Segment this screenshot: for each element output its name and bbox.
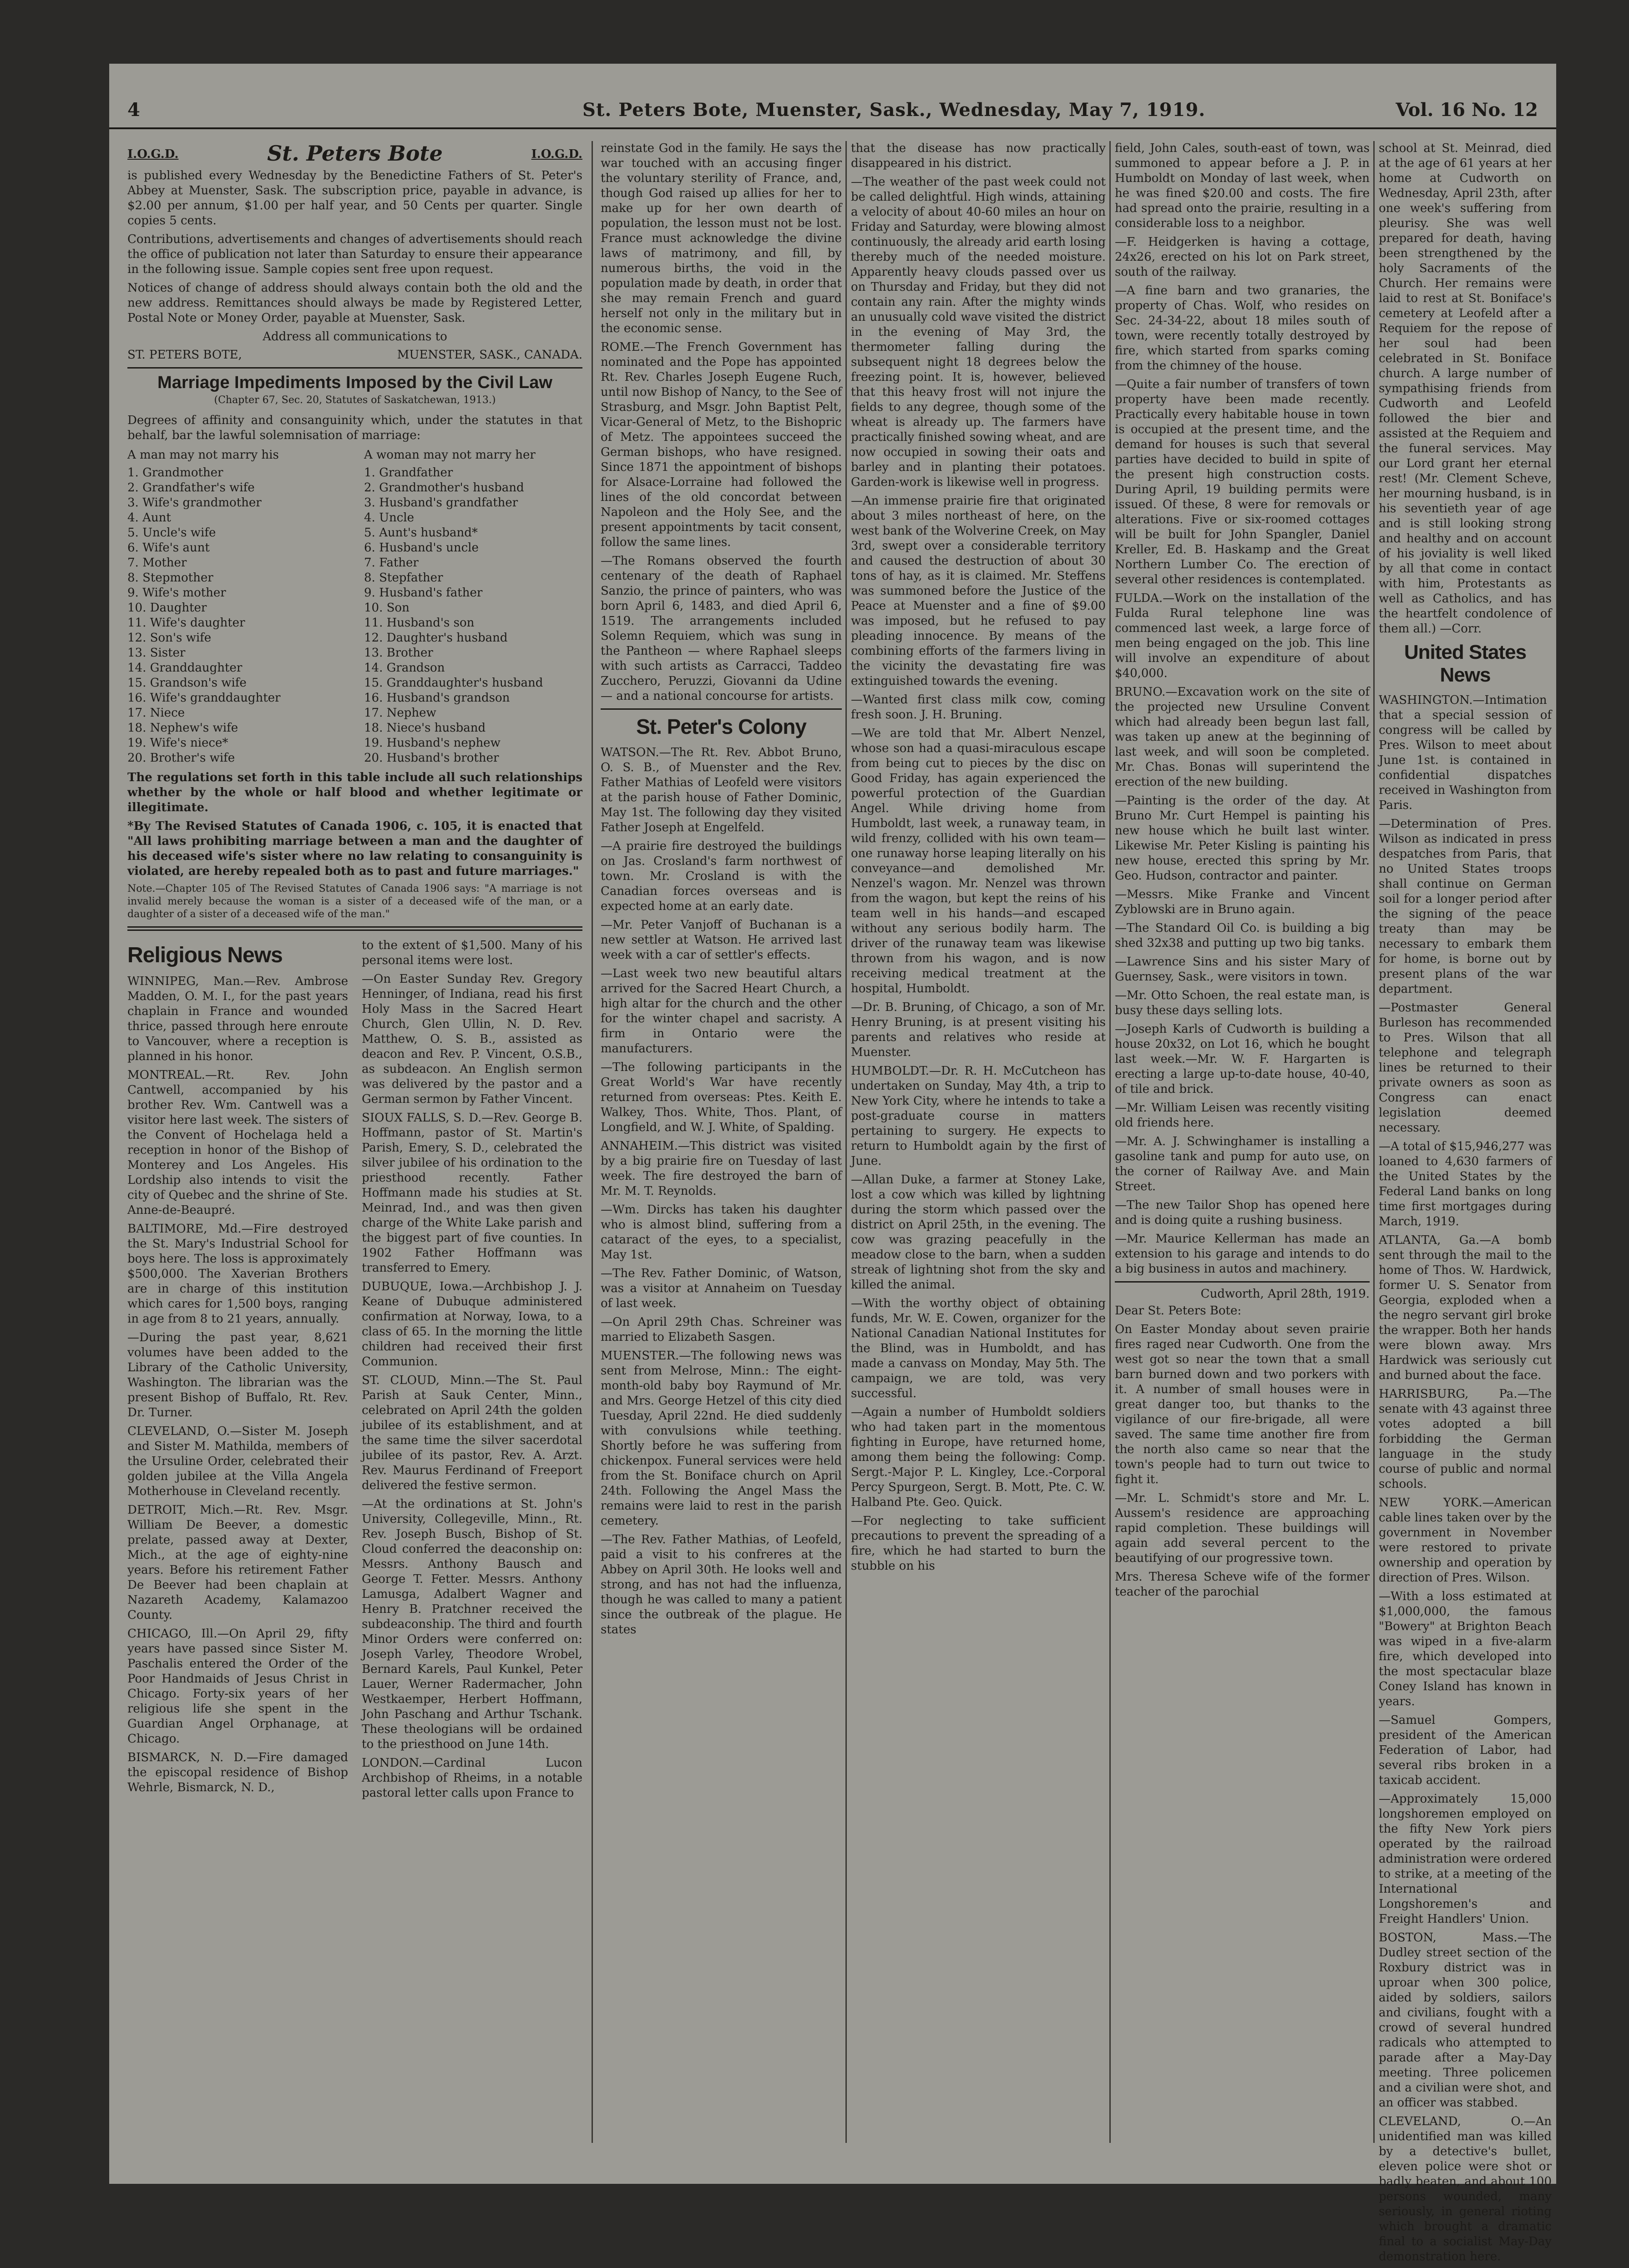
marriage-intro: Degrees of affinity and consanguinity which, under the statutes in that behalf, bar the lawful solemnisation of marriage: — [127, 414, 582, 442]
news-item: —Approximately 15,000 longshoremen employed on the fifty New York piers operated by the railroad administration were ordered to strike, at a meeting of the International Longshoremen's and Freight Handlers' Union. — [1379, 1792, 1552, 1926]
news-item: HARRISBURG, Pa.—The senate with 43 against three votes adopted a bill forbidding the German language in the study course of public and normal schools. — [1379, 1387, 1552, 1491]
news-item: —Last week two new beautiful altars arrived for the Sacred Heart Church, a high altar for the church and the other for the winter chapel and sacristy. A firm in Ontario were the manufacturers. — [601, 967, 842, 1056]
news-item: CLEVELAND, O.—Sister M. Joseph and Sister M. Mathilda, members of the Ursuline Order, celebrated their golden jubilee at the Villa Angela Motherhouse in Cleveland recently. — [127, 1424, 348, 1498]
masthead — [127, 141, 582, 168]
news-item: ST. CLOUD, Minn.—The St. Paul Parish at Sauk Center, Minn., celebrated on April 24th the golden jubilee of its establishment, and at the same time the silver sacerdotal jubilee of its pastor, Rev. A. Arzt. Rev. Maurus Ferdinand of Freeport delivered the festive sermon. — [362, 1374, 582, 1492]
man-list-item: 3. Wife's grandmother — [127, 496, 262, 510]
column-3-body — [851, 141, 1106, 1574]
masthead-address-to: Address all communications to — [263, 330, 447, 343]
man-list-item: 17. Niece — [127, 706, 185, 720]
man-list-item: 7. Mother — [127, 556, 187, 570]
divider — [127, 926, 582, 931]
news-item: —With the worthy object of obtaining funds, Mr. W. E. Cowen, organizer for the National Canadian National Institutes for the Blind, was in Humboldt, and has made a canvass on Monday, May 5th. The campaign, we are told, was very successful. — [851, 1297, 1106, 1400]
man-list-heading: A man may not marry his — [127, 448, 279, 462]
man-list-item: 15. Grandson's wife — [127, 676, 247, 690]
news-item: field, John Cales, south-east of town, was summoned to appear before a J. P. in Humboldt on Monday of last week, when he was fined $20.00 and costs. The fire had spread onto the prairie, resulting in a considerable loss to a neighbor. — [1115, 141, 1370, 230]
news-item: —For neglecting to take sufficient precautions to prevent the spreading of a fire, which he had started to burn the stubble on his — [851, 1514, 1106, 1573]
news-item: —Wanted first class milk cow, coming fresh soon. J. H. Bruning. — [851, 693, 1106, 722]
man-list-item: 19. Wife's niece* — [127, 736, 228, 750]
news-item: —On Easter Sunday Rev. Gregory Henninger, of Indiana, read his first Holy Mass in the Sacred Heart Church, Glen Ullin, N. D. Rev. Matthew, O. S. B., assisted as deacon and Rev. P. Vincent, O.S.B., as subdeacon. An English sermon was delivered by the pastor and a German sermon by Father Vincent. — [362, 972, 582, 1106]
news-item: —Mr. Peter Vanjoff of Buchanan is a new settler at Watson. He arrived last week with a car of settler's effects. — [601, 918, 842, 962]
news-item: ANNAHEIM.—This district was visited by a big prairie fire on Tuesday of last week. The fire destroyed the barn of Mr. M. T. Reynolds. — [601, 1139, 842, 1198]
woman-list-item: 20. Husband's brother — [364, 751, 499, 765]
news-item: NEW YORK.—American cable lines taken over by the government in November were restored to private ownership and operation by direction of Pres. Wilson. — [1379, 1496, 1552, 1585]
us-news-heading: United States News — [1404, 641, 1527, 686]
column-1 — [127, 141, 582, 1804]
news-item: —Painting is the order of the day. At Bruno Mr. Curt Hempel is painting his new house which he built last winter. Likewise Mr. Peter Kisling is painting his new house, erected this spring by Mr. Geo. Hudson, contractor and painter. — [1115, 794, 1370, 883]
news-item: BRUNO.—Excavation work on the site of the projected new Ursuline Convent which had already been begun last fall, was taken up anew at the beginning of last week, and will soon be completed. Mr. Chas. Bonas will superintend the erection of the new building. — [1115, 685, 1370, 789]
newspaper-page — [109, 64, 1556, 2263]
news-item: —Mr. William Leisen was recently visiting old friends here. — [1115, 1101, 1370, 1130]
news-item: —Quite a fair number of transfers of town property have been made recently. Practically every habitable house in town is occupied at the present time, and the demand for houses is such that several parties have decided to build in spite of the present high construction costs. During April, 19 building permits were issued. Of these, 8 were for removals or alterations. Five or six-roomed cottages will be built for John Spangler, Daniel Kreller, Ed. B. Haskamp and the Great Northern Lumber Co. The erection of several other residences is contemplated. — [1115, 378, 1370, 586]
masthead-left-tag: I.O.G.D. — [127, 147, 179, 161]
column-2 — [601, 141, 842, 1641]
column-4 — [1115, 141, 1370, 1603]
news-item: ATLANTA, Ga.—A bomb sent through the mail to the home of Thos. W. Hardwick, former U. S. Senator from Georgia, exploded when a the negro servant girl broke the wrapper. Both her hands were blown away. Mrs Hardwick was seriously cut and burned about the face. — [1379, 1233, 1552, 1382]
man-list-item: 6. Wife's aunt — [127, 541, 210, 555]
column-rule — [1109, 141, 1111, 2143]
news-item: —Dr. B. Bruning, of Chicago, a son of Mr. Henry Bruning, is at present visiting his parents and relatives who reside at Muenster. — [851, 1000, 1106, 1059]
news-item: —Mr. L. Schmidt's store and Mr. L. Aussem's residence are approaching rapid completion. These buildings will again add several percent to the beautifying of our progressive town. — [1115, 1491, 1370, 1565]
news-item: —The Romans observed the fourth centenary of the death of Raphael Sanzio, the prince of painters, who was born April 6, 1483, and died April 6, 1519. The arrangements included Solemn Requiem, which was sung in the Pantheon — where Raphael sleeps with such artists as Carracci, Taddeo Zucchero, Peruzzi, Giovanni da Udine — and a national concourse for artists. — [601, 554, 842, 703]
news-item: —We are told that Mr. Albert Nenzel, whose son had a quasi-miraculous escape from being cut to pieces by the disc on Good Friday, has again experienced the powerful protection of the Guardian Angel. While driving home from Humboldt, last week, a runaway team, in wild frenzy, collided with his own team—one runaway horse leaping literally on his conveyance—and demolished Mr. Nenzel's wagon. Mr. Nenzel was thrown from the wagon, but kept the reins of his team well in his hands—and escaped without any serious bodily harm. The driver of the runaway team was likewise thrown from his wagon, and is now receiving medical treatment at the hospital, Humboldt. — [851, 727, 1106, 995]
woman-list-item: 9. Husband's father — [364, 586, 483, 600]
news-item: to the extent of $1,500. Many of his personal items were lost. — [362, 939, 582, 967]
news-item: —Messrs. Mike Franke and Vincent Zyblowski are in Bruno again. — [1115, 888, 1370, 916]
column-5-top — [1379, 141, 1552, 636]
woman-list — [364, 448, 582, 766]
news-item: —A prairie fire destroyed the buildings on Jas. Crosland's farm northwest of town. Mr. Crosland is with the Canadian forces overseas and is expected home at an early date. — [601, 839, 842, 913]
cudworth-dateline: Cudworth, April 28th, 1919. — [1200, 1287, 1370, 1301]
news-item: —Wm. Dircks has taken his daughter who is almost blind, suffering from a cataract of the eyes, to a specialist, May 1st. — [601, 1203, 842, 1262]
us-news — [1379, 693, 1552, 2264]
column-2-top — [601, 141, 842, 704]
man-list-item: 4. Aunt — [127, 511, 171, 525]
marriage-heading: Marriage Impediments Imposed by the Civil Law — [157, 373, 552, 392]
news-item: BISMARCK, N. D.—Fire damaged the episcopal residence of Bishop Wehrle, Bismarck, N. D., — [127, 1751, 348, 1794]
woman-list-item: 1. Grandfather — [364, 466, 453, 480]
news-item: —Allan Duke, a farmer at Stoney Lake, lost a cow which was killed by lightning during the storm which passed over the district on April 25th, in the evening. The cow was grazing peacefully in the meadow close to the barn, when a sudden streak of lightning shot from the sky and killed the animal. — [851, 1173, 1106, 1292]
news-item: —The Rev. Father Mathias, of Leofeld, paid a visit to his confreres at the Abbey on April 30th. He looks well and strong, and has not had the influenza, though he was called to many a patient since the outbreak of the plague. He states — [601, 1533, 842, 1637]
news-item: Mrs. Theresa Scheve wife of the former teacher of the parochial — [1115, 1570, 1370, 1599]
news-item: CLEVELAND, O.—An unidentified man was killed by a detective's bullet, eleven police were shot or badly beaten, and about 100 persons wounded, many seriously, in general rioting which brought a dramatic final to a socialist May-Day demonstration here. — [1379, 2115, 1552, 2263]
masthead-right-tag: I.O.G.D. — [531, 147, 582, 161]
woman-list-item: 12. Daughter's husband — [364, 631, 508, 645]
woman-list-heading: A woman may not marry her — [364, 448, 536, 462]
man-list-item: 12. Son's wife — [127, 631, 212, 645]
news-item: reinstate God in the family. He says the war touched with an accusing finger the voluntary sterility of France, and, though God raised up allies for her to make up for her own dearth of population, the lesson must not be lost. France must acknowledge the divine laws of matrimony, and fill, by numerous births, the void in the population made by death, in order that she may remain French and guard herself not only in the military but in the economic sense. — [601, 141, 842, 335]
woman-list-item: 10. Son — [364, 601, 410, 615]
news-item: Dear St. Peters Bote: — [1115, 1304, 1242, 1318]
religious-left — [127, 938, 348, 1804]
news-item: —On April 29th Chas. Schreiner was married to Elizabeth Sasgen. — [601, 1315, 842, 1344]
masthead-notices: Notices of change of address should always contain both the old and the new address. Remittances should always be made by Registered Letter, Postal Note or Money Order, payable at Muenster, Sask. — [127, 281, 582, 325]
page-header — [109, 91, 1556, 129]
marriage-revised-statutes: *By The Revised Statutes of Canada 1906, c. 105, it is enacted that "All laws prohibiting marriage between a man and the daughter of his deceased wife's sister where no law relating to consanguinity is violated, are hereby repealed both as to past and future marriages." — [127, 819, 582, 878]
column-rule — [845, 141, 847, 2143]
news-item: WATSON.—The Rt. Rev. Abbot Bruno, O. S. B., of Muenster and the Rev. Father Mathias of Leofeld were visitors at the parish house of Father Dominic, May 1st. The following day they visited Father Joseph at Engelfeld. — [601, 746, 842, 834]
man-list-item: 13. Sister — [127, 646, 186, 660]
woman-list-item: 3. Husband's grandfather — [364, 496, 518, 510]
page-number: 4 — [127, 99, 140, 121]
woman-list-item: 5. Aunt's husband* — [364, 526, 478, 540]
divider — [1115, 1281, 1370, 1283]
woman-list-item: 4. Uncle — [364, 511, 414, 525]
man-list-item: 2. Grandfather's wife — [127, 481, 255, 495]
marriage-regulations: The regulations set forth in this table include all such relationships whether by the whole or half blood and whether legitimate or illegitimate. — [127, 771, 582, 814]
masthead-contributions: Contributions, advertisements and changes of advertisements should reach the office of publication not later than Saturday to ensure their appearance in the following issue. Sample copies sent free upon request. — [127, 232, 582, 276]
news-item: HUMBOLDT.—Dr. R. H. McCutcheon has undertaken on Sunday, May 4th, a trip to New York City, where he intends to take a post-graduate course in matters pertaining to surgery. He expects to return to Humboldt again by the first of June. — [851, 1064, 1106, 1168]
man-list-item: 14. Granddaughter — [127, 661, 243, 675]
man-list-item: 1. Grandmother — [127, 466, 223, 480]
religious-heading: Religious News — [127, 943, 283, 967]
man-list-item: 10. Daughter — [127, 601, 207, 615]
news-item: CHICAGO, Ill.—On April 29, fifty years have passed since Sister M. Paschalis entered the Order of the Poor Handmaids of Jesus Christ in Chicago. Forty-six years of her religious life she spent in the Guardian Angel Orphanage, at Chicago. — [127, 1627, 348, 1746]
news-item: —During the past year, 8,621 volumes have been added to the Library of the Catholic University, Washington. The librarian was the present Bishop of Buffalo, Rt. Rev. Dr. Turner. — [127, 1331, 348, 1419]
man-list-item: 16. Wife's granddaughter — [127, 691, 281, 705]
man-list-item: 5. Uncle's wife — [127, 526, 216, 540]
woman-list-item: 2. Grandmother's husband — [364, 481, 524, 495]
news-item: WASHINGTON.—Intimation that a special session of congress will be called by Pres. Wilson to meet about June 1st. is contained in confidential dispatches received in Washington from Paris. — [1379, 693, 1552, 812]
woman-list-item: 17. Nephew — [364, 706, 436, 720]
news-item: —A fine barn and two granaries, the property of Chas. Wolf, who resides on Sec. 24-34-22, about 18 miles south of town, were recently totally destroyed by fire, which started from sparks coming from the chimney of the house. — [1115, 284, 1370, 373]
column-rule — [592, 141, 593, 2143]
news-item: —Lawrence Sins and his sister Mary of Guernsey, Sask., were visitors in town. — [1115, 955, 1370, 984]
masthead-body: is published every Wednesday by the Benedictine Fathers of St. Peter's Abbey at Muenster, Sask. The subscription price, payable in advance, is $2.00 per annum, $1.00 per half year, and 50 Cents per quarter. Single copies 5 cents. — [127, 169, 582, 227]
news-item: DUBUQUE, Iowa.—Archbishop J. J. Keane of Dubuque administered confirmation at Norway, Iowa, to a class of 65. In the morning the little children had received their first Communion. — [362, 1280, 582, 1369]
news-item: —The Rev. Father Dominic, of Watson, was a visitor at Annaheim on Tuesday of last week. — [601, 1267, 842, 1310]
woman-list-item: 6. Husband's uncle — [364, 541, 479, 555]
news-item: —At the ordinations at St. John's University, Collegeville, Minn., Rt. Rev. Joseph Busch, Bishop of St. Cloud conferred the deaconship on: Messrs. Anthony Bausch and George T. Fetter. Messrs. Anthony Lamusga, Adalbert Wagner and Henry B. Pratchner received the subdeaconship. The third and fourth Minor Orders were conferred on: Joseph Varley, Theodore Wrobel, Bernard Karels, Paul Kunkel, Peter Lauer, Werner Radermacher, John Westkaemper, Herbert Hoffmann, John Paschang and Arthur Tschank. These theologians will be ordained to the priesthood on June 14th. — [362, 1497, 582, 1751]
man-list-item: 20. Brother's wife — [127, 751, 235, 765]
colony-heading: St. Peter's Colony — [636, 715, 806, 738]
news-item: —A total of $15,946,277 was loaned to 4,630 farmers of the United States by the Federal Land banks on long time first mortgages during March, 1919. — [1379, 1140, 1552, 1228]
man-list — [127, 448, 346, 766]
volume-label: Vol. 16 No. 12 — [1396, 99, 1538, 121]
masthead-address — [127, 348, 582, 362]
paper-title: St. Peters Bote, Muenster, Sask., Wednesday, May 7, 1919. — [582, 99, 1206, 121]
column-3 — [851, 141, 1106, 1577]
marriage-subheading: (Chapter 67, Sec. 20, Statutes of Saskatchewan, 1913.) — [214, 394, 496, 406]
masthead-title: St. Peters Bote — [267, 141, 443, 166]
woman-list-item: 15. Granddaughter's husband — [364, 676, 543, 690]
news-item: MUENSTER.—The following news was sent from Melrose, Minn.: The eight-month-old baby boy Raymund of Mr. and Mrs. George Hetzel of this city died Tuesday, April 22nd. He died suddenly with convulsions while teething. Shortly before he was suffering from chickenpox. Funeral services were held from the St. Boniface church on April 24th. Following the Angel Mass the remains were laid to rest in the parish cemetery. — [601, 1349, 842, 1528]
news-item: BALTIMORE, Md.—Fire destroyed the St. Mary's Industrial School for boys here. The loss is approximately $500,000. The Xaverian Brothers are in charge of this institution which cares for 1,500 boys, ranging in age from 8 to 21 years, annually. — [127, 1222, 348, 1326]
news-item: LONDON.—Cardinal Lucon Archbishop of Rheims, in a notable pastoral letter calls upon France to — [362, 1756, 582, 1800]
woman-list-item: 16. Husband's grandson — [364, 691, 510, 705]
news-item: —Mr. A. J. Schwinghamer is installing a gasoline tank and pump for auto use, on the corner of Railway Ave. and Main Street. — [1115, 1135, 1370, 1193]
cudworth-letter — [1115, 1303, 1370, 1600]
woman-list-item: 14. Grandson — [364, 661, 445, 675]
news-item: SIOUX FALLS, S. D.—Rev. George B. Hoffmann, pastor of St. Martin's Parish, Emery, S. D., celebrated the silver jubilee of his ordination to the priesthood recently. Father Hoffmann made his studies at St. Meinrad, Ind., and was then given charge of the White Lake parish and the biggest part of five counties. In 1902 Father Hoffmann was transferred to Emery. — [362, 1111, 582, 1275]
news-item: —The following participants in the Great World's War have recently returned from overseas: Ptes. Keith E. Walkey, Thos. White, Thos. Plant, of Longfield, and W. J. White, of Spalding. — [601, 1061, 842, 1134]
woman-list-item: 7. Father — [364, 556, 419, 570]
news-item: —The new Tailor Shop has opened here and is doing quite a rushing business. — [1115, 1198, 1370, 1227]
news-item: —The weather of the past week could not be called delightful. High winds, attaining a velocity of about 40-60 miles an hour on Friday and Saturday, were blowing almost continuously, the already arid earth losing thereby much of the needed moisture. Apparently heavy clouds passed over us on Thursday and Friday, but they did not contain any rain. After the mighty winds an unusually cold wave visited the district in the evening of May 3rd, the thermometer falling during the subsequent night 18 degrees below the freezing point. It is, however, believed that this heavy frost will not injure the fields to any degree, though some of the wheat is already up. The farmers have practically finished sowing wheat, and are now occupied in sowing their oats and barley and in planting their potatoes. Garden-work is likewise well in progress. — [851, 175, 1106, 489]
religious-section — [127, 938, 582, 1804]
news-item: WINNIPEG, Man.—Rev. Ambrose Madden, O. M. I., for the past years chaplain in France and wounded thrice, passed through here enroute to Vancouver, where a reception is planned in his honor. — [127, 975, 348, 1063]
woman-list-item: 11. Husband's son — [364, 616, 475, 630]
marriage-note: Note.—Chapter 105 of The Revised Statutes of Canada 1906 says: "A marriage is not invalid merely because the woman is a sister of a deceased wife of the man, or a daughter of a sister of a deceased wife of the man." — [127, 883, 582, 920]
news-item: —With a loss estimated at $1,000,000, the famous "Bowery" at Brighton Beach was wiped in a five-alarm fire, which developed into the most spectacular blaze Coney Island has known in years. — [1379, 1590, 1552, 1708]
news-item: —Joseph Karls of Cudworth is building a house 20x32, on Lot 16, which he bought last week.—Mr. W. F. Hargarten is erecting a large up-to-date house, 40-40, of tile and brick. — [1115, 1022, 1370, 1096]
divider — [601, 708, 842, 710]
news-item: —The Standard Oil Co. is building a big shed 32x38 and putting up two big tanks. — [1115, 921, 1370, 950]
column-5 — [1379, 141, 1552, 2268]
news-item: —Mr. Otto Schoen, the real estate man, is busy these days selling lots. — [1115, 989, 1370, 1017]
marriage-lists — [127, 448, 582, 766]
divider — [127, 367, 582, 369]
news-item: DETROIT, Mich.—Rt. Rev. Msgr. William De Beever, a domestic prelate, passed away at Dexter, Mich., at the age of eighty-nine years. Before his retirement Father De Beever had been chaplain at Nazareth Academy, Kalamazoo County. — [127, 1503, 348, 1622]
woman-list-item: 13. Brother — [364, 646, 433, 660]
news-item: —Again a number of Humboldt soldiers who had taken part in the momentous fighting in Europe, have returned home, among them being the following: Comp. Sergt.-Major P. L. Kingley, Lce.-Corporal Percy Spurgeon, Sergt. B. Mott, Pte. C. W. Halband Pte. Geo. Quick. — [851, 1405, 1106, 1509]
man-list-item: 9. Wife's mother — [127, 586, 226, 600]
news-item: —Postmaster General Burleson has recommended to Pres. Wilson that all telephone and telegraph lines be returned to their private owners as soon as Congress can enact legislation deemed necessary. — [1379, 1001, 1552, 1135]
news-item: ROME.—The French Government has nominated and the Pope has appointed Rt. Rev. Charles Joseph Eugene Ruch, until now Bishop of Nancy, to the See of Strasburg, and Msgr. John Baptist Pelt, Vicar-General of Metz, to the Bishopric of Metz. The appointees succeed the German bishops, who have resigned. Since 1871 the appointment of bishops for Alsace-Lorraine had followed the lines of the old concordat between Napoleon and the Holy See, and the present appointments by tacit consent, follow the same lines. — [601, 340, 842, 549]
news-item: that the disease has now practically disappeared in his district. — [851, 141, 1106, 170]
news-item: On Easter Monday about seven prairie fires raged near Cudworth. One from the west got so near the town that a small barn burned down and two porkers with it. A number of small houses were in great danger too, but thanks to the vigilance of our fire-brigade, all were saved. The same time another fire from the north also came so near that the town's people had to turn out twice to fight it. — [1115, 1323, 1370, 1486]
man-list-item: 8. Stepmother — [127, 571, 213, 585]
news-item: —F. Heidgerken is having a cottage, 24x26, erected on his lot on Park street, south of the railway. — [1115, 235, 1370, 279]
column-4-top — [1115, 141, 1370, 1277]
news-item: school at St. Meinrad, died at the age of 61 years at her home at Cudworth on Wednesday, April 23th, after one week's suffering from pleurisy. She was well prepared for death, having been strengthened by the holy Sacraments of the Church. Her remains were laid to rest at St. Boniface's cemetery at Leofeld after a Requiem for the repose of her soul had been celebrated in St. Boniface church. A large number of sympathising friends from Cudworth and Leofeld followed the bier and assisted at the Requiem and the funeral services. May our Lord grant her eternal rest! (Mr. Clement Scheve, her mourning husband, is in his seventieth year of age and is still looking strong and healthy and on account of his joviality is well liked by all that come in contact with him, Protestants as well as Catholics, and has the heartfelt condolence of them all.) —Corr. — [1379, 141, 1552, 636]
news-item: —Samuel Gompers, president of the American Federation of Labor, had several ribs broken in a taxicab accident. — [1379, 1713, 1552, 1787]
man-list-item: 18. Nephew's wife — [127, 721, 238, 735]
address-name: ST. PETERS BOTE, — [127, 348, 242, 362]
news-item: BOSTON, Mass.—The Dudley street section of the Roxbury district was in uproar when 300 police, aided by soldiers, sailors and civilians, fought with a crowd of several hundred radicals who attempted to parade after a May-Day meeting. Three policemen and a civilian were shot, and an officer was stabbed. — [1379, 1931, 1552, 2110]
news-item: MONTREAL.—Rt. Rev. John Cantwell, accompanied by his brother Rev. Wm. Cantwell was a visitor here last week. The sisters of the Convent of Hochelaga held a reception in honor of the Bishop of Monterey and Los Angeles. His Lordship also intends to visit the city of Quebec and the shrine of Ste. Anne-de-Beaupré. — [127, 1068, 348, 1217]
news-item: —Mr. Maurice Kellerman has made an extension to his garage and intends to do a big business in autos and machinery. — [1115, 1232, 1370, 1276]
address-place: MUENSTER, SASK., CANADA. — [397, 348, 582, 362]
woman-list-item: 8. Stepfather — [364, 571, 443, 585]
woman-list-item: 19. Husband's nephew — [364, 736, 501, 750]
colony-news — [601, 745, 842, 1637]
news-item: —Determination of Pres. Wilson as indicated in press despatches from Paris, that no United States troops shall continue on German soil for a longer period after the signing of the peace treaty than may be necessary to embark them for home, is borne out by present plans of the war department. — [1379, 817, 1552, 996]
religious-right — [362, 938, 582, 1804]
man-list-item: 11. Wife's daughter — [127, 616, 245, 630]
column-rule — [1373, 141, 1375, 2143]
news-item: FULDA.—Work on the installation of the Fulda Rural telephone line was commenced last week, a large force of men being engaged on the job. This line will involve an expenditure of about $40,000. — [1115, 591, 1370, 680]
woman-list-item: 18. Niece's husband — [364, 721, 486, 735]
news-item: —An immense prairie fire that originated about 3 miles northeast of here, on the west bank of the Wolverine Creek, on May 3rd, swept over a considerable territory and caused the destruction of about 30 tons of hay, as it is claimed. Mr. Steffens was summoned before the Justice of the Peace at Muenster and a fine of $9.00 was imposed, but he refused to pay pleading innocence. By means of the combining efforts of the farmers living in the vicinity the devastating fire was extinguished towards the evening. — [851, 494, 1106, 688]
